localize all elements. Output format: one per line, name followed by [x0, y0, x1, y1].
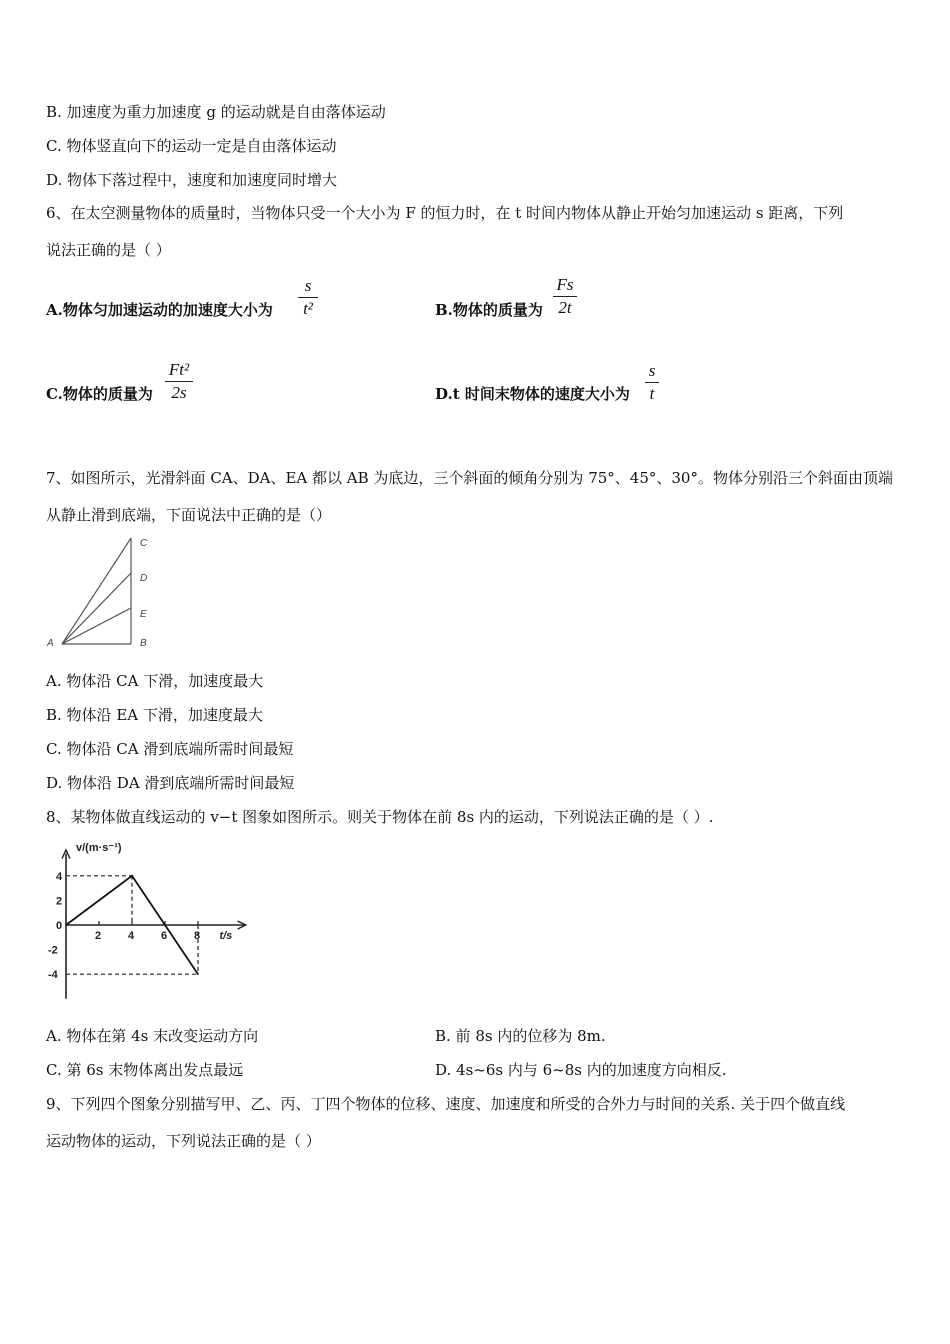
q8-option-c: C. 第 6s 末物体离出发点最远 [46, 1061, 244, 1079]
q6-option-d-fraction [645, 361, 659, 404]
q8-option-b: B. 前 8s 内的位移为 8m. [435, 1027, 606, 1045]
data-point [131, 875, 133, 877]
x-tick-label: 6 [161, 930, 168, 942]
x-tick-label: 4 [128, 930, 135, 942]
x-axis-label: t/s [219, 930, 233, 942]
y-tick-label: 0 [56, 920, 63, 932]
q6-b-numerator: Fs [556, 275, 574, 294]
q6-b-denominator: 2t [558, 298, 572, 317]
incline-ca [62, 538, 131, 644]
fraction-bar [298, 297, 318, 298]
label-a: A [47, 638, 54, 649]
data-point [164, 924, 166, 926]
q6-option-c: C.物体的质量为 [46, 385, 153, 403]
q7-option-a: A. 物体沿 CA 下滑，加速度最大 [46, 672, 264, 690]
q5-option-c: C. 物体竖直向下的运动一定是自由落体运动 [46, 137, 337, 155]
q6-option-c-fraction [165, 360, 193, 403]
q8-option-a: A. 物体在第 4s 末改变运动方向 [46, 1027, 259, 1045]
y-tick-label: -2 [48, 944, 58, 957]
data-point [197, 973, 199, 975]
q9-stem-line1: 9、下列四个图象分别描写甲、乙、丙、丁四个物体的位移、速度、加速度和所受的合外力与时间的关系. 关于四个做直线 [46, 1095, 846, 1113]
q6-stem-line1: 6、在太空测量物体的质量时，当物体只受一个大小为 F 的恒力时，在 t 时间内物体从静止开始匀加速运动 s 距离，下列 [46, 204, 844, 222]
fraction-bar [165, 381, 193, 382]
incline-figure [44, 534, 164, 650]
q6-option-b-fraction [553, 275, 577, 318]
data-point [65, 924, 67, 926]
label-d: D [140, 573, 148, 584]
y-tick-label: -4 [48, 969, 58, 982]
q6-d-numerator: s [648, 361, 656, 380]
y-tick-label: 4 [56, 870, 63, 883]
q6-d-denominator: t [649, 384, 655, 403]
q6-a-numerator: s [304, 276, 312, 295]
y-tick-label: 2 [56, 895, 63, 908]
q6-c-denominator: 2s [171, 383, 187, 402]
q6-option-b: B.物体的质量为 [435, 301, 543, 319]
q5-option-b: B. 加速度为重力加速度 g 的运动就是自由落体运动 [46, 103, 386, 121]
q7-option-c: C. 物体沿 CA 滑到底端所需时间最短 [46, 740, 294, 758]
q6-option-a: A.物体匀加速运动的加速度大小为 [46, 301, 273, 319]
q6-option-a-fraction [298, 276, 318, 319]
q5-option-d: D. 物体下落过程中，速度和加速度同时增大 [46, 171, 338, 189]
q6-stem-line2: 说法正确的是（ ） [46, 241, 171, 259]
q9-stem-line2: 运动物体的运动，下列说法正确的是（ ） [46, 1132, 321, 1150]
q7-option-b: B. 物体沿 EA 下滑，加速度最大 [46, 706, 263, 724]
vt-graph [44, 838, 249, 1003]
fraction-bar [553, 296, 577, 297]
incline-ea [62, 608, 131, 644]
q8-option-d: D. 4s~6s 内与 6~8s 内的加速度方向相反. [435, 1061, 727, 1079]
q7-option-d: D. 物体沿 DA 滑到底端所需时间最短 [46, 774, 295, 792]
q7-stem-line2: 从静止滑到底端，下面说法中正确的是（） [46, 506, 332, 524]
q6-a-denominator: t² [303, 299, 313, 318]
y-axis-label: v/(m·s⁻¹) [76, 842, 122, 854]
fraction-bar [645, 382, 659, 383]
label-e: E [140, 609, 147, 620]
x-tick-label: 2 [95, 930, 102, 942]
x-tick-label: 8 [194, 930, 201, 942]
q6-option-d: D.t 时间末物体的速度大小为 [435, 385, 630, 403]
incline-da [62, 573, 131, 644]
q8-stem: 8、某物体做直线运动的 v−t 图象如图所示。则关于物体在前 8s 内的运动，下列说法正确的是（ ）. [46, 808, 714, 826]
q6-c-numerator: Ft² [168, 360, 190, 379]
label-b: B [140, 638, 147, 649]
q7-stem-line1: 7、如图所示，光滑斜面 CA、DA、EA 都以 AB 为底边，三个斜面的倾角分别为 75°、45°、30°。物体分别沿三个斜面由顶端 [46, 469, 893, 487]
label-c: C [140, 538, 148, 549]
